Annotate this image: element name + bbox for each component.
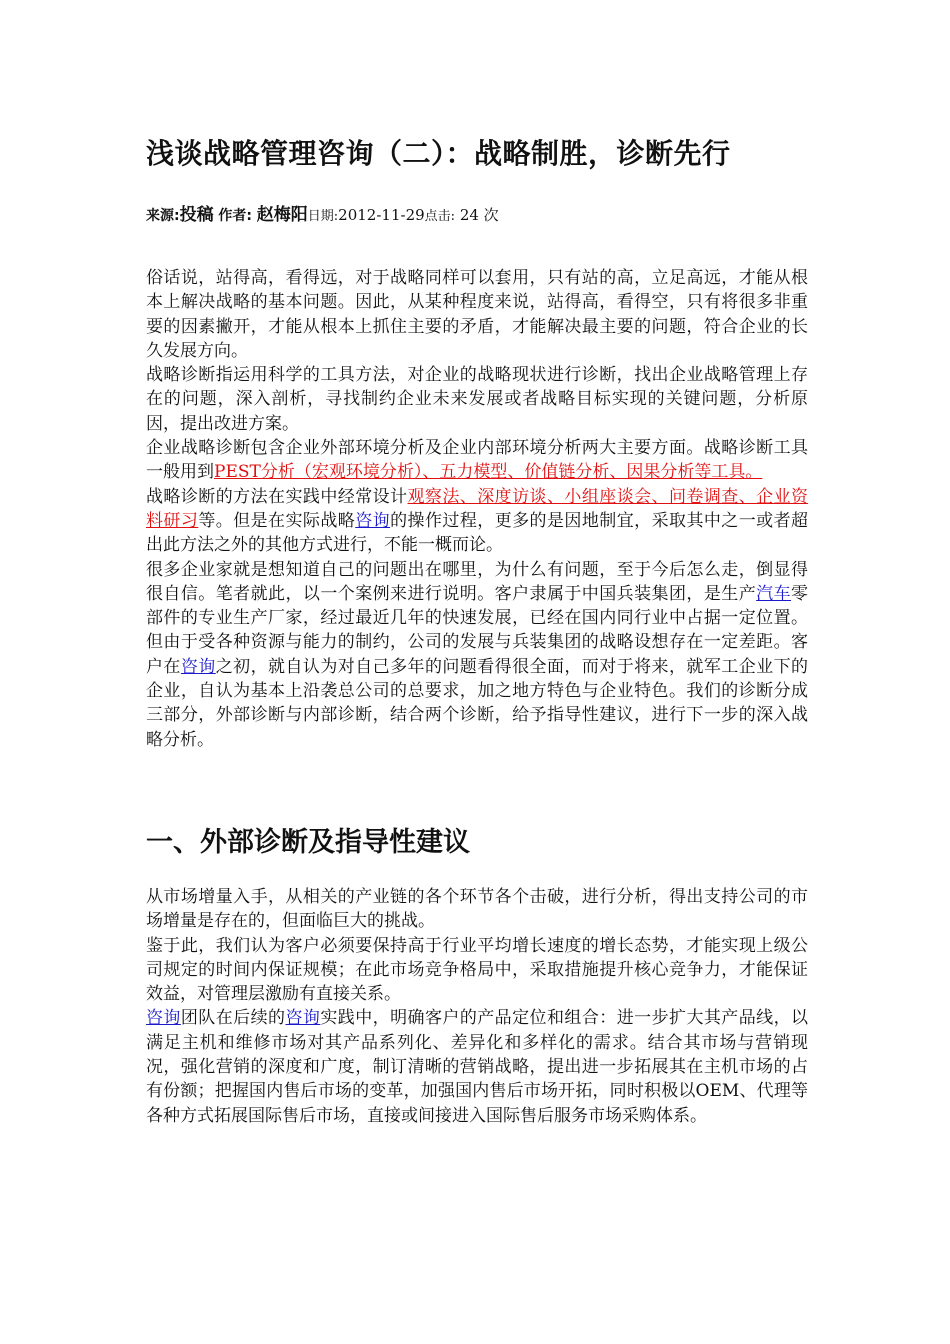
section-1-paragraph-3-text-a: 团队在后续的 xyxy=(180,1008,286,1029)
intro-body xyxy=(146,266,808,752)
date-label: 日期: xyxy=(307,209,339,224)
diagnosis-methods-link[interactable]: 观察法、深度访谈、小组座谈会、问卷调查、企业资料研习 xyxy=(146,486,809,531)
author-label: 作者: xyxy=(218,208,252,224)
paragraph-4-text-b: 等。但是在实际战略 xyxy=(198,510,356,531)
source-value: 投稿 xyxy=(179,205,214,225)
clicks-label: 点击: xyxy=(424,209,456,224)
consulting-link[interactable]: 咨询 xyxy=(180,656,216,677)
section-1-paragraph-3-text-b: 实践中，明确客户的产品定位和组合：进一步扩大其产品线，以满足主机和维修市场对其产品系列化、差异化和多样化的需求。结合其市场与营销现况，强化营销的深度和广度，制订清晰的营销战略，提出进一步拓展其在主机市场的占有份额；把握国内售后市场的变革，加强国内售后市场开拓，同时积极以OEM、代理等各种方式拓展国际售后市场，直接或间接进入国际售后服务市场采购体系。 xyxy=(146,1008,809,1126)
paragraph-5 xyxy=(146,558,808,752)
source-label: 来源: xyxy=(146,208,180,224)
consulting-link[interactable]: 咨询 xyxy=(146,1008,181,1029)
section-heading-external-diagnosis: 一、外部诊断及指导性建议 xyxy=(146,827,470,858)
article-meta xyxy=(146,200,499,225)
paragraph-3 xyxy=(146,436,808,485)
paragraph-1: 俗话说，站得高，看得远，对于战略同样可以套用，只有站的高，立足高远，才能从根本上解决战略的基本问题。因此，从某种程度来说，站得高，看得空，只有将很多非重要的因素撇开，才能从根本上抓住主要的矛盾，才能解决最主要的问题，符合企业的长久发展方向。 xyxy=(146,268,808,361)
paragraph-4 xyxy=(146,485,808,558)
section-1-paragraph-1: 从市场增量入手，从相关的产业链的各个环节各个击破，进行分析，得出支持公司的市场增量是存在的，但面临巨大的挑战。 xyxy=(146,887,808,932)
consulting-link[interactable]: 咨询 xyxy=(285,1008,321,1029)
paragraph-4-text-c: 的操作过程，更多的是因地制宜，采取其中之一或者超出此方法之外的其他方式进行，不能一概而论。 xyxy=(146,510,809,556)
author-value: 赵梅阳 xyxy=(256,205,308,225)
clicks-value: 24 次 xyxy=(459,206,499,224)
paragraph-4-text-a: 战略诊断的方法在实践中经常设计 xyxy=(146,486,408,507)
section-1-paragraph-3 xyxy=(146,1006,808,1127)
paragraph-5-text-c: 之初，就自认为对自己多年的问题看得很全面，而对于将来，就军工企业下的企业，自认为基本上沿袭总公司的总要求，加之地方特色与企业特色。我们的诊断分成三部分，外部诊断与内部诊断，结合两个诊断，给予指导性建议，进行下一步的深入战略分析。 xyxy=(146,656,809,750)
diagnosis-tools-link[interactable]: PEST分析（宏观环境分析）、五力模型、价值链分析、因果分析等工具。 xyxy=(214,462,763,483)
date-value: 2012-11-29 xyxy=(338,206,425,224)
paragraph-2: 战略诊断指运用科学的工具方法，对企业的战略现状进行诊断，找出企业战略管理上存在的问题，深入剖析，寻找制约企业未来发展或者战略目标实现的关键问题，分析原因，提出改进方案。 xyxy=(146,365,808,434)
section-1-body xyxy=(146,885,808,1128)
section-1-paragraph-2: 鉴于此，我们认为客户必须要保持高于行业平均增长速度的增长态势，才能实现上级公司规定的时间内保证规模；在此市场竞争格局中，采取措施提升核心竞争力，才能保证效益，对管理层激励有直接关系。 xyxy=(146,935,808,1005)
paragraph-5-text-a: 很多企业家就是想知道自己的问题出在哪里，为什么有问题，至于今后怎么走，倒显得很自信。笔者就此，以一个案例来进行说明。客户隶属于中国兵装集团，是生产 xyxy=(146,559,808,604)
paragraph-5-text-b: 零部件的专业生产厂家，经过最近几年的快速发展，已经在国内同行业中占据一定位置。但由于受各种资源与能力的制约，公司的发展与兵装集团的战略设想存在一定差距。客户在 xyxy=(146,583,809,677)
consulting-link[interactable]: 咨询 xyxy=(355,510,391,531)
article-title: 浅谈战略管理咨询（二）：战略制胜，诊断先行 xyxy=(146,137,731,170)
automobile-link[interactable]: 汽车 xyxy=(756,583,792,604)
paragraph-3-text: 企业战略诊断包含企业外部环境分析及企业内部环境分析两大主要方面。战略诊断工具一般用到 xyxy=(146,438,808,483)
